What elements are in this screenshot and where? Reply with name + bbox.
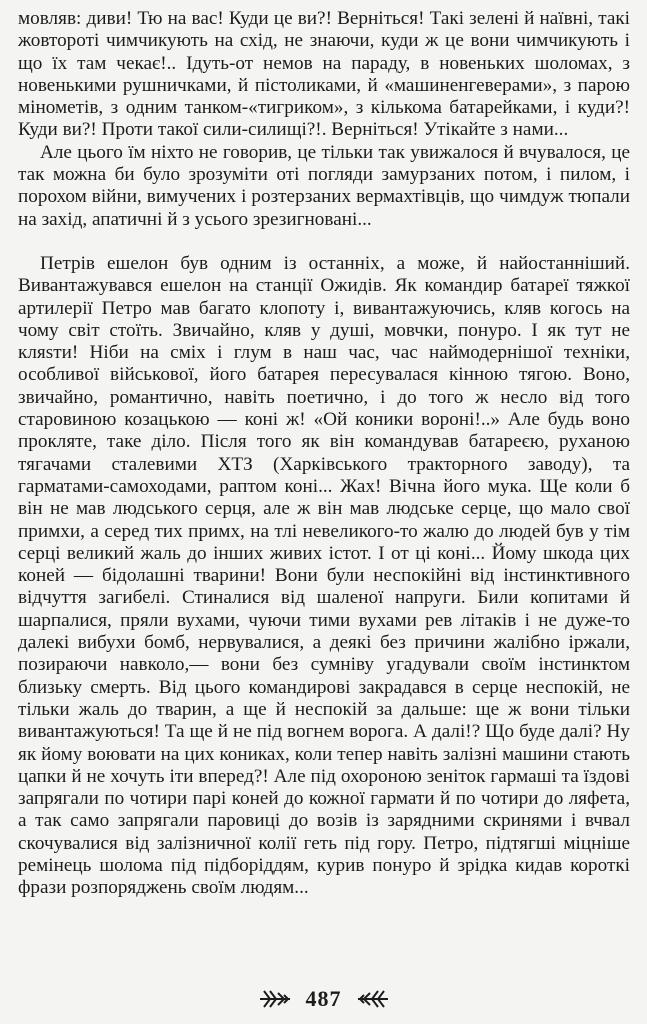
body-text: [18, 8, 630, 900]
paragraph-2: Але цього їм ніхто не говорив, це тільки так увижалося й вчувалося, це так можна би було зрозуміти оті погляди замурзаних потом, і пилом, і порохом війни, вимучених і розтерзаних вермахтівців, що чимдуж тюпали на захід, апатичні й з усього зрезигновані...: [18, 141, 630, 230]
left-ornament-icon: [258, 988, 292, 1010]
page-footer: [0, 984, 647, 1014]
right-ornament-icon: [356, 988, 390, 1010]
paragraph-3: Петрів ешелон був одним із останніх, а може, й найостанніший. Вивантажувався ешелон на станції Ожидів. Як командир батареї тяжкої артилерії Петро мав багато клопоту і, вивантажуючись, кляв когось на чому світ стоїть. Звичайно, кляв у душі, мовчки, понуро. І як тут не кляsти! Ніби на сміх і глум в наш час, час наймодернішої техніки, особливої військової, його батарея пересувалася кінною тягою. Воно, звичайно, романтично, навіть поетично, і до того ж несло від того старовиною козацькою — коні ж! «Ой коники вороні!..» Але будь воно прокляте, таке діло. Після того як він командував батареєю, руханою тягачами сталевими ХТЗ (Харківського тракторного заводу), та гарматами-самоходами, раптом коні... Жах! Вічна його мука. Ще коли б він не мав людського серця, але ж він мав людське серце, що мало свої примхи, а серед тих примх, на тлі невеликого-то жалю до людей був у тім серці великий жаль до інших живих істот. І от ці коні... Йому шкода цих коней — бідолашні тварини! Вони були неспокійні від інстинктивного відчуття загибелі. Стиналися від шаленої напруги. Били копитами й шарпалися, пряли вухами, чуючи тими вухами рев літаків і не дуже-то далекі вибухи бомб, нервувалися, а деякі без причини жалібно іржали, позираючи навколо,— вони без сумніву угадували своїм інстинктом близьку смерть. Від цього командирові закрадався в серце неспокій, не тільки жаль до тварин, а ще й неспокій за дальше: ще ж вони тільки вивантажуються! Та ще й не під вогнем ворога. А далі!? Що буде далі? Ну як йому воювати на цих кониках, коли тепер навіть залізні машини стають цапки й не хочуть іти вперед?! Але під охороною зеніток гармаші та їздові запрягали по чотири парі коней до кожної гармати й по чотири до ляфета, а так само запрягали паровиці до возів із зарядними скринями і вчвал скочувалися від залізничної колії геть під гору. Петро, підтягші міцніше ремінець шолома під підборіддям, курив понуро й зрідка кидав короткі фрази розпоряджень своїм людям...: [18, 252, 630, 899]
page-number: 487: [305, 986, 342, 1011]
paragraph-1: мовляв: диви! Тю на вас! Куди це ви?! Верніться! Такі зелені й наївні, такі жовтороті чимчикують на схід, не знаючи, куди ж це вони чимчикують і що їх там чекає!.. Ідуть-от немов на параду, в новеньких шоломах, з новенькими рушничками, й пістоликами, й «машиненгеверами», з парою мінометів, з одним танком-«тигриком», з кількома батарейками, і куди?! Куди ви?! Проти такої сили-силищі?!. Верніться! Утікайте з нами...: [18, 8, 630, 141]
